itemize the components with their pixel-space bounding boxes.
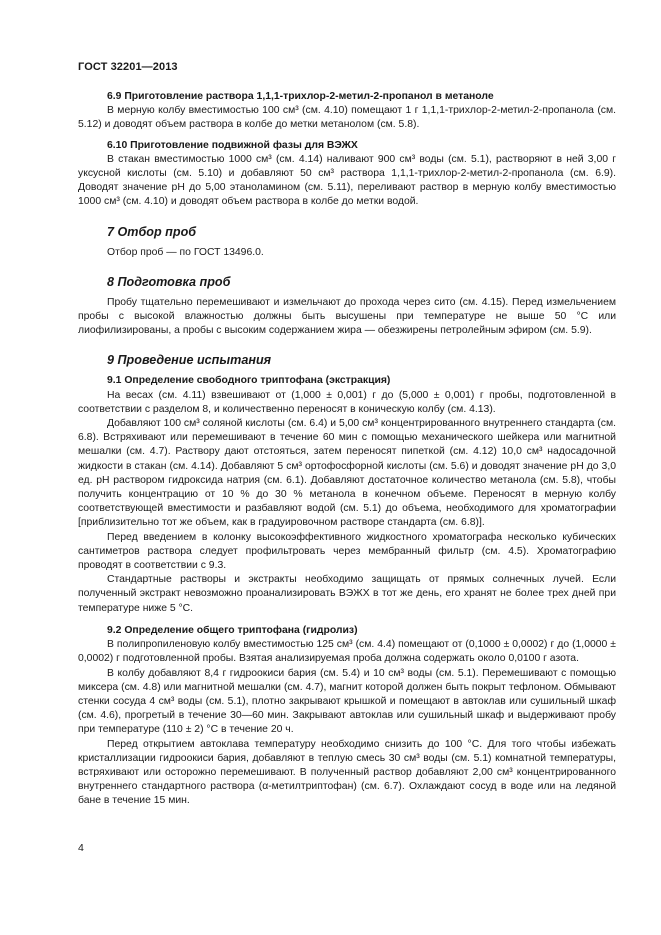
- subsection-heading-9-2: 9.2 Определение общего триптофана (гидролиз): [107, 624, 358, 636]
- paragraph: Отбор проб — по ГОСТ 13496.0.: [107, 246, 264, 258]
- section-heading-9: 9 Проведение испытания: [107, 353, 272, 368]
- subsection-heading-9-1: 9.1 Определение свободного триптофана (экстракция): [107, 375, 391, 387]
- paragraph: На весах (см. 4.11) взвешивают от (1,000 ± 0,001) г до (5,000 ± 0,001) г пробы, подготовленной в соответствии с разделом 8, и количественно переносят в коническую колбу (см. 4.13).: [78, 389, 616, 415]
- paragraph: Стандартные растворы и экстракты необходимо защищать от прямых солнечных лучей. Если полученный экстракт невозможно проанализировать ВЭЖХ в тот же день, его хранят не более трех дней при температуре ниже 5 °С.: [78, 574, 616, 614]
- page-number: 4: [78, 842, 84, 854]
- page-header: ГОСТ 32201—2013: [78, 61, 178, 73]
- section-heading-8: 8 Подготовка проб: [107, 274, 231, 289]
- paragraph: В стакан вместимостью 1000 см³ (см. 4.14) наливают 900 см³ воды (см. 5.1), растворяют в ней 3,00 г уксусной кислоты (см. 5.10) и добавляют 50 см³ раствора 1,1,1-трихлор-2-метил-2-пропанола (см. 6.9). Доводят значение pH до 5,00 этаноламином (см. 5.11), переливают раствор в мерную колбу вместимостью 1000 см³ (см. 4.10) и доводят объем раствора в колбе до метки водой.: [78, 153, 616, 208]
- paragraph: Перед введением в колонку высокоэффективного жидкостного хроматографа несколько кубических сантиметров раствора следует профильтровать через мембранный фильтр (см. 4.5). Хроматографию проводят в соответствии с 9.3.: [78, 531, 616, 572]
- subsection-heading-6-10: 6.10 Приготовление подвижной фазы для ВЭЖХ: [107, 139, 358, 151]
- paragraph: Пробу тщательно перемешивают и измельчают до прохода через сито (см. 4.15). Перед измельчением пробы с высокой влажностью должны быть высушены при температуре не выше 50 °С или лиофилизированы, а пробы с высоким содержанием жира — обезжирены петролейным эфиром (см. 5.9).: [78, 296, 616, 337]
- spacer: [78, 616, 616, 624]
- subsection-heading-6-9: 6.9 Приготовление раствора 1,1,1-трихлор-2-метил-2-пропанол в метаноле: [107, 91, 494, 102]
- paragraph: Добавляют 100 см³ соляной кислоты (см. 6.4) и 5,00 см³ концентрированного внутреннего стандарта (см. 6.8). Встряхивают или перемешивают в течение 60 мин с помощью механического шейкера или магнитной мешалки (см. 4.7). Раствору дают отстояться, затем переносят пипеткой (см. 4.12) 10,0 см³ надосадочной жидкости в стакан (см. 4.14). Добавляют 5 см³ ортофосфорной кислоты (см. 5.6) и доводят значение pH до 3,0 ед. pH раствором гидроксида натрия (см. 6.1). Добавляют достаточное количество метанола (см. 5.8), чтобы получить концентрацию от 10 % до 30 % метанола в конечном объеме. Переносят в мерную колбу соответствующей вместимости и разбавляют водой (см. 5.1) до объема, необходимого для хроматографии [приблизительно тот же объем, как в градуировочном растворе стандарта (см. 6.8)].: [78, 418, 616, 529]
- paragraph: В колбу добавляют 8,4 г гидроокиси бария (см. 5.4) и 10 см³ воды (см. 5.1). Перемешивают с помощью миксера (см. 4.8) или магнитной мешалки (см. 4.7), магнит которой должен быть покрыт тефлоном. Обмывают стенки сосуда 4 см³ воды (см. 5.1), плотно закрывают крышкой и помещают в автоклав или сушильный шкаф (см. 4.6), прогретый в течение 30—60 мин. Закрывают автоклав или сушильный шкаф и выдерживают пробу при температуре (110 ± 2) °С в течение 20 ч.: [78, 667, 616, 736]
- section-heading-7: 7 Отбор проб: [107, 224, 197, 239]
- spacer: [78, 260, 616, 274]
- paragraph: В полипропиленовую колбу вместимостью 125 см³ (см. 4.4) помещают от (0,1000 ± 0,0002) г до (1,0000 ± 0,0002) г подготовленной пробы. Взятая анализируемая проба должна содержать около 0,0100 г азота.: [78, 639, 616, 665]
- paragraph: Перед открытием автоклава температуру необходимо снизить до 100 °С. Для того чтобы избежать кристаллизации гидроокиси бария, добавляют в теплую смесь 30 см³ воды (см. 5.1) комнатной температуры, встряхивают или осторожно перемешивают. В полученный раствор добавляют 2,00 см³ концентрированного внутреннего стандартного раствора (α-метилтриптофан) (см. 6.7). Охлаждают сосуд в воде или на ледяной бане в течение 15 мин.: [78, 738, 616, 807]
- document-body: [78, 90, 616, 809]
- paragraph: В мерную колбу вместимостью 100 см³ (см. 4.10) помещают 1 г 1,1,1-трихлор-2-метил-2-пропанола (см. 5.12) и доводят объем раствора в колбе до метки метанолом (см. 5.8).: [78, 105, 616, 131]
- spacer: [78, 338, 616, 352]
- spacer: [78, 210, 616, 224]
